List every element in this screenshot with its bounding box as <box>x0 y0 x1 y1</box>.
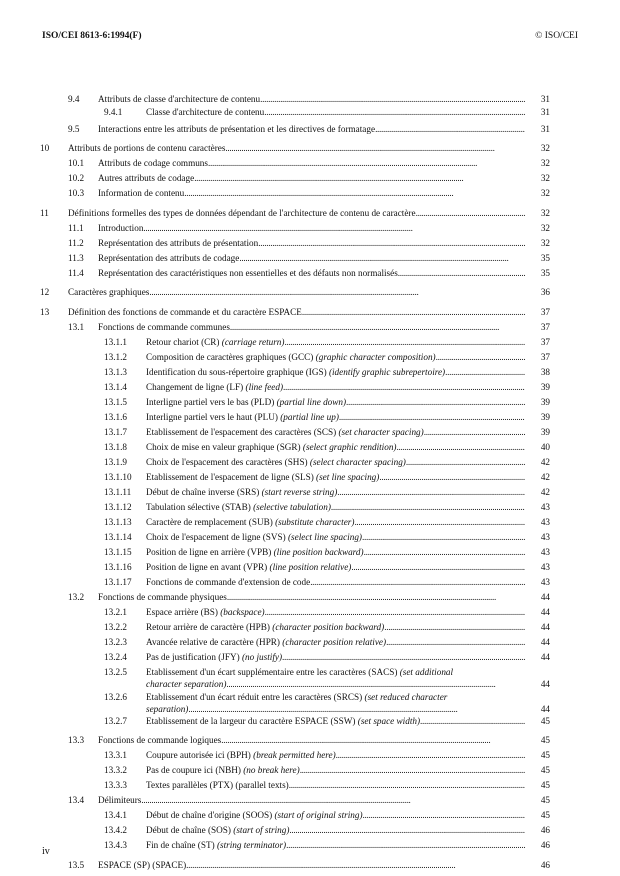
toc-entry[interactable] <box>0 621 620 635</box>
toc-entry-number: 13.2.4 <box>104 652 127 662</box>
toc-entry-page: 44 <box>540 679 550 689</box>
standard-id: ISO/CEI 8613-6:1994(F) <box>42 31 142 41</box>
toc-entry-page: 32 <box>540 143 550 153</box>
toc-entry-title: Etablissement d'un écart réduit entre les caractères (SRCS) (set reduced character <box>146 692 448 702</box>
toc-entry[interactable] <box>0 734 620 748</box>
leader-dots <box>386 636 525 648</box>
toc-entry-number: 13.3 <box>68 735 85 745</box>
toc-entry[interactable] <box>0 336 620 350</box>
toc-entry-page: 37 <box>540 352 550 362</box>
toc-entry-title-english: (substitute character) <box>275 517 355 527</box>
leader-dots <box>379 471 525 483</box>
toc-entry-number: 11.4 <box>68 268 84 278</box>
toc-entry-title-english: (line position relative) <box>269 562 352 572</box>
toc-entry-page: 43 <box>540 562 550 572</box>
leader-dots <box>310 576 525 588</box>
toc-entry-page: 39 <box>540 427 550 437</box>
toc-entry-number: 13.1.7 <box>104 427 127 437</box>
toc-entry-number: 9.5 <box>68 124 80 134</box>
leader-dots <box>286 839 525 851</box>
toc-entry-title: Fonctions de commande physiques <box>98 592 227 602</box>
toc-entry-title: Etablissement de l'espacement des caractères (SCS) (set character spacing) <box>146 427 424 437</box>
toc-entry-title: Etablissement de la largeur du caractère ESPACE (SSW) (set space width) <box>146 716 421 726</box>
toc-entry-title: Introduction <box>98 223 144 233</box>
toc-entry-page: 36 <box>540 287 550 297</box>
toc-entry-page: 44 <box>540 637 550 647</box>
toc-entry-title: Retour arrière de caractère (HPB) (character position backward) <box>146 622 385 632</box>
toc-entry[interactable] <box>0 441 620 455</box>
toc-entry-number: 13.5 <box>68 860 85 870</box>
toc-entry-title-english: (carriage return) <box>221 337 285 347</box>
leader-dots <box>346 396 525 408</box>
toc-entry-title: Position de ligne en arrière (VPB) (line position backward) <box>146 547 364 557</box>
toc-entry-title-english: (backspace) <box>220 607 265 617</box>
toc-entry[interactable] <box>0 93 620 107</box>
toc-entry[interactable] <box>0 252 620 266</box>
toc-entry-page: 45 <box>540 735 550 745</box>
toc-entry-title-english: (start reverse string) <box>261 487 338 497</box>
toc-entry-title: Choix de mise en valeur graphique (SGR) (select graphic rendition) <box>146 442 397 452</box>
toc-entry-title: Fonctions de commande d'extension de code <box>146 577 311 587</box>
leader-dots <box>337 486 525 498</box>
toc-entry-number: 13.4 <box>68 795 85 805</box>
toc-entry-title-english: (set space width) <box>357 716 421 726</box>
toc-entry[interactable] <box>0 531 620 545</box>
leader-dots <box>208 157 525 169</box>
toc-entry[interactable] <box>0 366 620 380</box>
toc-entry[interactable] <box>0 561 620 575</box>
toc-entry[interactable] <box>0 691 620 714</box>
toc-entry-number: 13.1.14 <box>104 532 132 542</box>
toc-entry[interactable] <box>0 651 620 665</box>
toc-entry-title: Espace arrière (BS) (backspace) <box>146 607 265 617</box>
toc-entry-page: 43 <box>540 547 550 557</box>
leader-dots <box>416 207 525 219</box>
leader-dots <box>362 531 525 543</box>
toc-entry[interactable] <box>0 486 620 500</box>
toc-entry-title-english: (line feed) <box>245 382 284 392</box>
toc-entry-number: 13.1.11 <box>104 487 132 497</box>
toc-entry-number: 13.1.15 <box>104 547 132 557</box>
leader-dots <box>398 267 525 279</box>
toc-entry-title: Coupure autorisée ici (BPH) (break permitted here) <box>146 750 336 760</box>
leader-dots <box>184 187 525 199</box>
toc-entry-page: 45 <box>540 765 550 775</box>
toc-entry-page: 45 <box>540 780 550 790</box>
toc-entry-number: 13.3.2 <box>104 765 127 775</box>
toc-entry-title: Choix de l'espacement de ligne (SVS) (select line spacing) <box>146 532 362 542</box>
toc-entry-page: 40 <box>540 442 550 452</box>
toc-entry-number: 13.1.8 <box>104 442 127 452</box>
leader-dots <box>149 286 525 298</box>
toc-entry[interactable] <box>0 222 620 236</box>
toc-entry[interactable] <box>0 157 620 171</box>
leader-dots <box>230 321 525 333</box>
toc-entry[interactable] <box>0 172 620 186</box>
toc-entry-title: Textes parallèles (PTX) (parallel texts) <box>146 780 289 790</box>
leader-dots <box>186 859 525 871</box>
toc-entry-number: 11 <box>40 208 49 218</box>
toc-entry-number: 13.1.13 <box>104 517 132 527</box>
toc-entry-page: 32 <box>540 223 550 233</box>
toc-entry-title: Début de chaîne inverse (SRS) (start reverse string) <box>146 487 338 497</box>
toc-entry-number: 13 <box>40 307 50 317</box>
leader-dots <box>283 381 525 393</box>
toc-entry-title: Autres attributs de codage <box>98 173 195 183</box>
toc-entry-title: Pas de justification (JFY) (no justify) <box>146 652 283 662</box>
toc-entry-title-english: (identify graphic subrepertoire) <box>328 367 446 377</box>
toc-entry-page: 31 <box>540 107 550 117</box>
toc-entry-title: Attributs de portions de contenu caractères <box>68 143 226 153</box>
toc-entry-title-english: (select graphic rendition) <box>302 442 397 452</box>
toc-entry[interactable] <box>0 426 620 440</box>
leader-dots <box>445 366 525 378</box>
toc-entry[interactable] <box>0 576 620 590</box>
toc-entry-title-english: (select line spacing) <box>288 532 362 542</box>
leader-dots <box>282 651 525 663</box>
toc-entry-number: 13.4.3 <box>104 840 127 850</box>
leader-dots <box>239 252 525 264</box>
toc-entry-title-english: (partial line up) <box>280 412 339 422</box>
leader-dots <box>143 222 525 234</box>
toc-entry-page: 44 <box>540 592 550 602</box>
toc-entry-title: Représentation des caractéristiques non essentielles et des défauts non normalisés <box>98 268 398 278</box>
toc-entry-page: 44 <box>540 652 550 662</box>
toc-entry[interactable] <box>0 381 620 395</box>
toc-entry-number: 13.1.5 <box>104 397 127 407</box>
leader-dots <box>289 779 525 791</box>
toc-entry-number: 11.2 <box>68 238 84 248</box>
toc-entry-page: 42 <box>540 472 550 482</box>
toc-entry-number: 10 <box>40 143 50 153</box>
toc-entry-title: Avancée relative de caractère (HPR) (character position relative) <box>146 637 387 647</box>
toc-entry-title: ESPACE (SP) (SPACE) <box>98 860 187 870</box>
page-number: iv <box>42 846 50 857</box>
toc-entry-number: 9.4.1 <box>104 107 123 117</box>
toc-entry-title: Pas de coupure ici (NBH) (no break here) <box>146 765 300 775</box>
toc-entry-page: 37 <box>540 322 550 332</box>
toc-entry[interactable] <box>0 351 620 365</box>
leader-dots <box>302 306 525 318</box>
toc-entry-title-english: (character position relative) <box>282 637 387 647</box>
toc-entry-page: 35 <box>540 253 550 263</box>
toc-entry-title: Interligne partiel vers le bas (PLD) (partial line down) <box>146 397 347 407</box>
toc-entry-number: 13.1.12 <box>104 502 132 512</box>
toc-entry-number: 10.3 <box>68 188 85 198</box>
toc-entry-page: 32 <box>540 173 550 183</box>
toc-entry-number: 13.1.2 <box>104 352 127 362</box>
toc-entry-page: 39 <box>540 412 550 422</box>
toc-entry[interactable] <box>0 715 620 729</box>
toc-entry-title: Interligne partiel vers le haut (PLU) (partial line up) <box>146 412 339 422</box>
toc-entry-page: 31 <box>540 124 550 134</box>
toc-entry-title-english: (selective tabulation) <box>253 502 331 512</box>
toc-entry-title-continuation: separation) <box>146 704 189 714</box>
toc-entry-number: 13.1.3 <box>104 367 127 377</box>
toc-entry-number: 13.2.2 <box>104 622 127 632</box>
toc-entry-number: 13.1 <box>68 322 85 332</box>
toc-entry-page: 32 <box>540 188 550 198</box>
toc-entry-number: 12 <box>40 287 50 297</box>
toc-entry-title-english: (partial line down) <box>276 397 347 407</box>
toc-entry-number: 13.2.5 <box>104 667 127 677</box>
toc-entry-title: Identification du sous-répertoire graphique (IGS) (identify graphic subrepertoire) <box>146 367 446 377</box>
toc-entry-title: Définition des fonctions de commande et du caractère ESPACE <box>68 307 302 317</box>
leader-dots <box>221 734 525 746</box>
toc-entry-title: Retour chariot (CR) (carriage return) <box>146 337 285 347</box>
leader-dots <box>396 441 525 453</box>
toc-entry-title: Délimiteurs <box>98 795 142 805</box>
leader-dots <box>289 824 525 836</box>
toc-entry-page: 38 <box>540 367 550 377</box>
toc-entry[interactable] <box>0 606 620 620</box>
toc-entry[interactable] <box>0 267 620 281</box>
toc-entry-title-english: (start of original string) <box>274 810 363 820</box>
leader-dots <box>141 794 525 806</box>
toc-entry[interactable] <box>0 794 620 808</box>
toc-entry-page: 46 <box>540 840 550 850</box>
leader-dots <box>331 501 525 513</box>
toc-entry-title-english: (string terminator) <box>216 840 287 850</box>
leader-dots <box>364 546 525 558</box>
toc-entry-title: Composition de caractères graphiques (GCC) (graphic character composition) <box>146 352 436 362</box>
toc-entry-title-continuation: character separation) <box>146 679 227 689</box>
toc-entry-title-english: (no break here) <box>243 765 300 775</box>
toc-entry-page: 45 <box>540 795 550 805</box>
toc-entry[interactable] <box>0 839 620 853</box>
toc-entry[interactable] <box>0 779 620 793</box>
leader-dots <box>384 621 525 633</box>
toc-entry-number: 13.2 <box>68 592 85 602</box>
toc-entry-title: Fonctions de commande logiques <box>98 735 222 745</box>
toc-entry[interactable] <box>0 411 620 425</box>
toc-entry-number: 13.1.16 <box>104 562 132 572</box>
toc-entry-title: Tabulation sélective (STAB) (selective tabulation) <box>146 502 331 512</box>
toc-entry-number: 13.4.1 <box>104 810 127 820</box>
toc-entry[interactable] <box>0 237 620 251</box>
toc-entry[interactable] <box>0 666 620 689</box>
toc-entry-title-english: (graphic character composition) <box>315 352 436 362</box>
toc-entry[interactable] <box>0 636 620 650</box>
leader-dots <box>351 561 525 573</box>
toc-entry-number: 13.3.3 <box>104 780 127 790</box>
toc-entry-title: Début de chaîne (SOS) (start of string) <box>146 825 290 835</box>
toc-entry[interactable] <box>0 142 620 156</box>
toc-entry-page: 35 <box>540 268 550 278</box>
leader-dots <box>339 411 525 423</box>
toc-entry-page: 44 <box>540 704 550 714</box>
leader-dots <box>264 106 525 118</box>
toc-entry-number: 13.2.3 <box>104 637 127 647</box>
toc-entry-title: Représentation des attributs de présentation <box>98 238 259 248</box>
toc-entry-number: 13.1.9 <box>104 457 127 467</box>
toc-entry-number: 10.1 <box>68 158 85 168</box>
toc-entry[interactable] <box>0 859 620 873</box>
toc-entry-number: 13.2.1 <box>104 607 127 617</box>
toc-entry-page: 39 <box>540 382 550 392</box>
toc-entry-title: Attributs de codage communs <box>98 158 208 168</box>
leader-dots <box>226 678 525 690</box>
leader-dots <box>436 351 525 363</box>
toc-entry-page: 39 <box>540 397 550 407</box>
toc-entry[interactable] <box>0 471 620 485</box>
toc-entry-title-english: (break permitted here) <box>253 750 336 760</box>
toc-entry-page: 37 <box>540 307 550 317</box>
toc-entry-title-english: (character position backward) <box>272 622 385 632</box>
toc-entry[interactable] <box>0 809 620 823</box>
toc-entry[interactable] <box>0 764 620 778</box>
toc-entry-number: 13.2.7 <box>104 716 127 726</box>
toc-entry-number: 11.3 <box>68 253 84 263</box>
toc-entry-number: 13.1.4 <box>104 382 127 392</box>
toc-entry-page: 32 <box>540 208 550 218</box>
toc-entry-page: 44 <box>540 622 550 632</box>
leader-dots <box>188 703 525 715</box>
toc-entry-title-english: (set character spacing) <box>338 427 424 437</box>
leader-dots <box>258 237 525 249</box>
leader-dots <box>336 749 525 761</box>
toc-entry[interactable] <box>0 286 620 300</box>
toc-entry-title: Fonctions de commande communes <box>98 322 230 332</box>
toc-entry[interactable] <box>0 546 620 560</box>
toc-entry-title: Attributs de classe d'architecture de contenu <box>98 94 261 104</box>
toc-entry-page: 46 <box>540 860 550 870</box>
toc-entry[interactable] <box>0 456 620 470</box>
toc-entry-page: 32 <box>540 238 550 248</box>
leader-dots <box>300 764 525 776</box>
toc-entry-page: 31 <box>540 94 550 104</box>
leader-dots <box>424 426 525 438</box>
leader-dots <box>375 123 525 135</box>
toc-entry[interactable] <box>0 321 620 335</box>
toc-entry-title: Choix de l'espacement des caractères (SHS) (select character spacing) <box>146 457 406 467</box>
toc-entry-title: Classe d'architecture de contenu <box>146 107 265 117</box>
toc-entry-number: 13.3.1 <box>104 750 127 760</box>
toc-entry-title-english: (no justify) <box>241 652 283 662</box>
toc-entry-page: 43 <box>540 502 550 512</box>
toc-entry-title: Position de ligne en avant (VPR) (line position relative) <box>146 562 352 572</box>
toc-entry[interactable] <box>0 501 620 515</box>
toc-entry[interactable] <box>0 396 620 410</box>
toc-entry-number: 13.2.6 <box>104 692 127 702</box>
toc-entry-title: Information de contenu <box>98 188 185 198</box>
toc-entry[interactable] <box>0 106 620 120</box>
toc-entry-title: Etablissement d'un écart supplémentaire entre les caractères (SACS) (set additional <box>146 667 454 677</box>
toc-entry[interactable] <box>0 306 620 320</box>
toc-entry-number: 11.1 <box>68 223 84 233</box>
toc-entry[interactable] <box>0 749 620 763</box>
toc-entry-title-english: (select character spacing) <box>309 457 406 467</box>
copyright: © ISO/CEI <box>535 31 578 41</box>
toc-entry-page: 44 <box>540 607 550 617</box>
toc-entry-title: Etablissement de l'espacement de ligne (SLS) (set line spacing) <box>146 472 380 482</box>
leader-dots <box>260 93 525 105</box>
toc-entry-title: Interactions entre les attributs de présentation et les directives de formatage <box>98 124 376 134</box>
toc-entry-page: 43 <box>540 532 550 542</box>
toc-entry-title: Caractères graphiques <box>68 287 150 297</box>
toc-entry-number: 13.1.1 <box>104 337 127 347</box>
toc-entry-number: 10.2 <box>68 173 85 183</box>
toc-entry-number: 13.1.10 <box>104 472 132 482</box>
leader-dots <box>363 809 525 821</box>
leader-dots <box>194 172 525 184</box>
toc-entry-page: 32 <box>540 158 550 168</box>
leader-dots <box>227 591 525 603</box>
toc-entry-title: Représentation des attributs de codage <box>98 253 240 263</box>
leader-dots <box>354 516 525 528</box>
toc-entry-number: 13.4.2 <box>104 825 127 835</box>
toc-entry-page: 42 <box>540 487 550 497</box>
toc-entry-page: 42 <box>540 457 550 467</box>
leader-dots <box>406 456 525 468</box>
toc-entry-title-english: (line position backward) <box>273 547 364 557</box>
toc-entry-page: 46 <box>540 825 550 835</box>
toc-entry-title: Fin de chaîne (ST) (string terminator) <box>146 840 287 850</box>
toc-entry-page: 37 <box>540 337 550 347</box>
toc-entry-page: 43 <box>540 577 550 587</box>
leader-dots <box>420 715 525 727</box>
toc-entry-title: Définitions formelles des types de données dépendant de l'architecture de contenu de caractère <box>68 208 416 218</box>
page-header <box>42 31 578 45</box>
toc-entry-title-english: (set reduced character <box>364 692 448 702</box>
toc-entry[interactable] <box>0 123 620 137</box>
toc-entry[interactable] <box>0 516 620 530</box>
toc-entry-page: 43 <box>540 517 550 527</box>
toc-entry[interactable] <box>0 824 620 838</box>
toc-entry[interactable] <box>0 591 620 605</box>
toc-entry-page: 45 <box>540 750 550 760</box>
toc-entry-title-english: (start of string) <box>233 825 290 835</box>
toc-entry-number: 9.4 <box>68 94 80 104</box>
toc-entry[interactable] <box>0 187 620 201</box>
toc-entry-page: 45 <box>540 716 550 726</box>
toc-entry[interactable] <box>0 207 620 221</box>
leader-dots <box>225 142 525 154</box>
toc-entry-number: 13.1.6 <box>104 412 127 422</box>
toc-entry-title-english: (set line spacing) <box>316 472 380 482</box>
toc-entry-title-english: (set additional <box>399 667 454 677</box>
leader-dots <box>265 606 525 618</box>
toc-entry-title: Début de chaîne d'origine (SOOS) (start of original string) <box>146 810 363 820</box>
leader-dots <box>284 336 525 348</box>
toc-entry-page: 45 <box>540 810 550 820</box>
toc-entry-title: Caractère de remplacement (SUB) (substitute character) <box>146 517 355 527</box>
toc-entry-title: Changement de ligne (LF) (line feed) <box>146 382 284 392</box>
toc-entry-number: 13.1.17 <box>104 577 132 587</box>
